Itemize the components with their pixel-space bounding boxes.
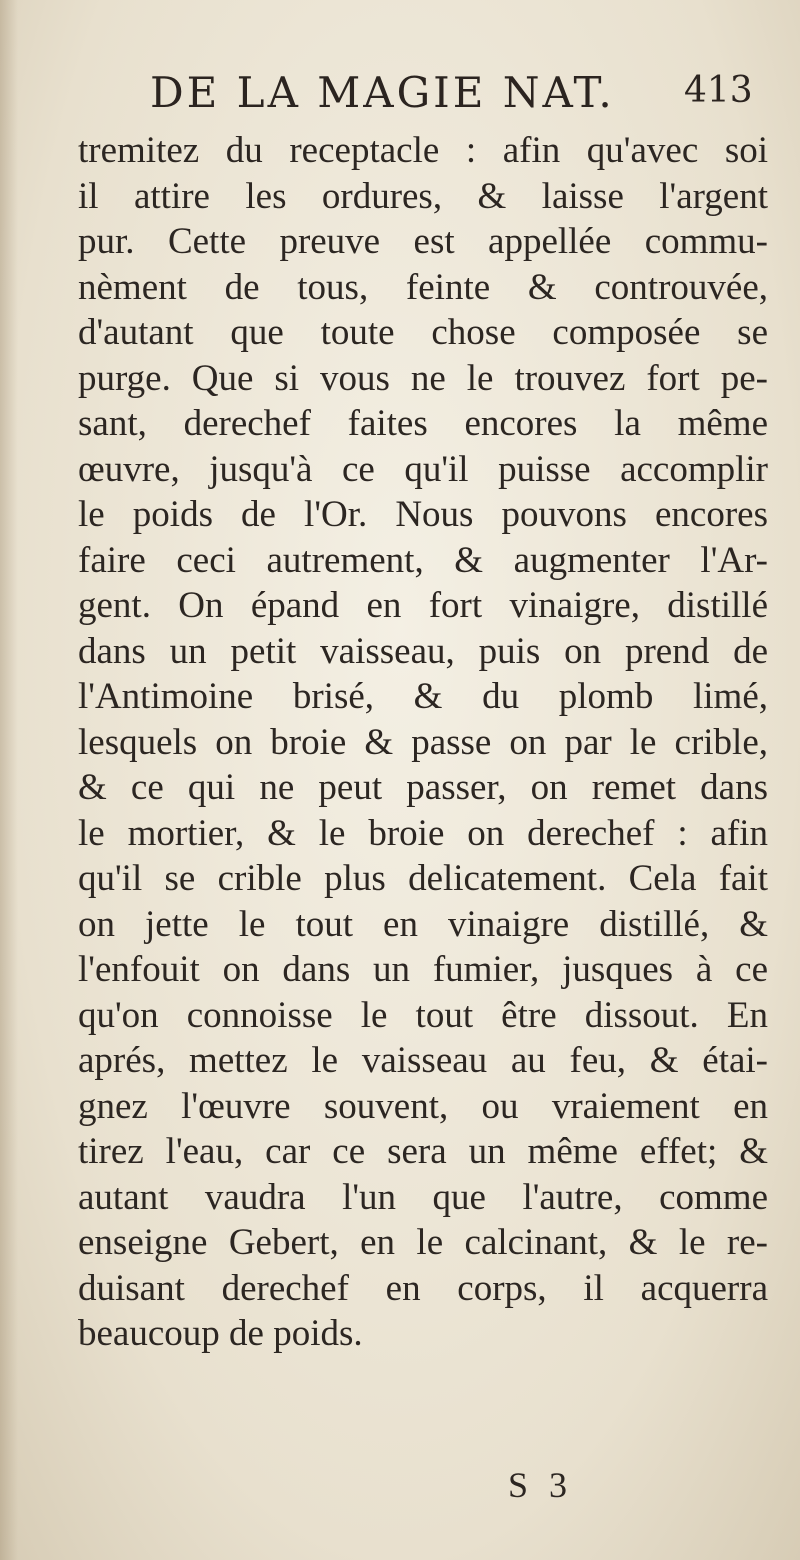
text-line: on jette le tout en vinaigre distillé, & (78, 903, 768, 945)
text-line: tremitez du receptacle : afin qu'avec soi (78, 130, 768, 171)
text-line: le mortier, & le broie on derechef : afin (78, 812, 768, 854)
text-line: nèment de tous, feinte & controuvée, (78, 266, 768, 308)
text-line: lesquels on broie & passe on par le crible, (78, 721, 768, 763)
text-line: gnez l'œuvre souvent, ou vraiement en (78, 1085, 768, 1127)
text-line: beaucoup de poids. (78, 1313, 363, 1354)
signature-mark: S 3 (508, 1465, 574, 1505)
text-line: pur. Cette preuve est appellée commu- (78, 221, 768, 262)
text-line: & ce qui ne peut passer, on remet dans (78, 767, 768, 808)
text-line: sant, derechef faites encores la même (78, 403, 768, 444)
text-line: purge. Que si vous ne le trouvez fort pe- (78, 357, 768, 399)
text-line: gent. On épand en fort vinaigre, distillé (78, 585, 768, 626)
text-line: autant vaudra l'un que l'autre, comme (78, 1176, 768, 1218)
text-line: duisant derechef en corps, il acquerra (78, 1267, 768, 1309)
page-number: 413 (684, 70, 753, 111)
text-line: dans un petit vaisseau, puis on prend de (78, 630, 768, 672)
text-line: le poids de l'Or. Nous pouvons encores (78, 494, 768, 535)
text-line: aprés, mettez le vaisseau au feu, & étai- (78, 1040, 768, 1081)
text-line: enseigne Gebert, en le calcinant, & le re- (78, 1222, 768, 1263)
text-line: d'autant que toute chose composée se (78, 312, 768, 353)
text-line: qu'il se crible plus delicatement. Cela fait (78, 858, 768, 899)
text-line: œuvre, jusqu'à ce qu'il puisse accomplir (78, 448, 768, 490)
text-line: il attire les ordures, & laisse l'argent (78, 175, 768, 217)
running-head (0, 68, 800, 118)
text-line: faire ceci autrement, & augmenter l'Ar- (78, 539, 768, 581)
text-line: qu'on connoisse le tout être dissout. En (78, 994, 768, 1036)
text-line: l'enfouit on dans un fumier, jusques à ce (78, 949, 768, 990)
text-line: l'Antimoine brisé, & du plomb limé, (78, 676, 768, 717)
running-title: DE LA MAGIE NAT. (150, 68, 615, 117)
text-line: tirez l'eau, car ce sera un même effet; & (78, 1131, 768, 1172)
body-text (78, 128, 768, 1357)
